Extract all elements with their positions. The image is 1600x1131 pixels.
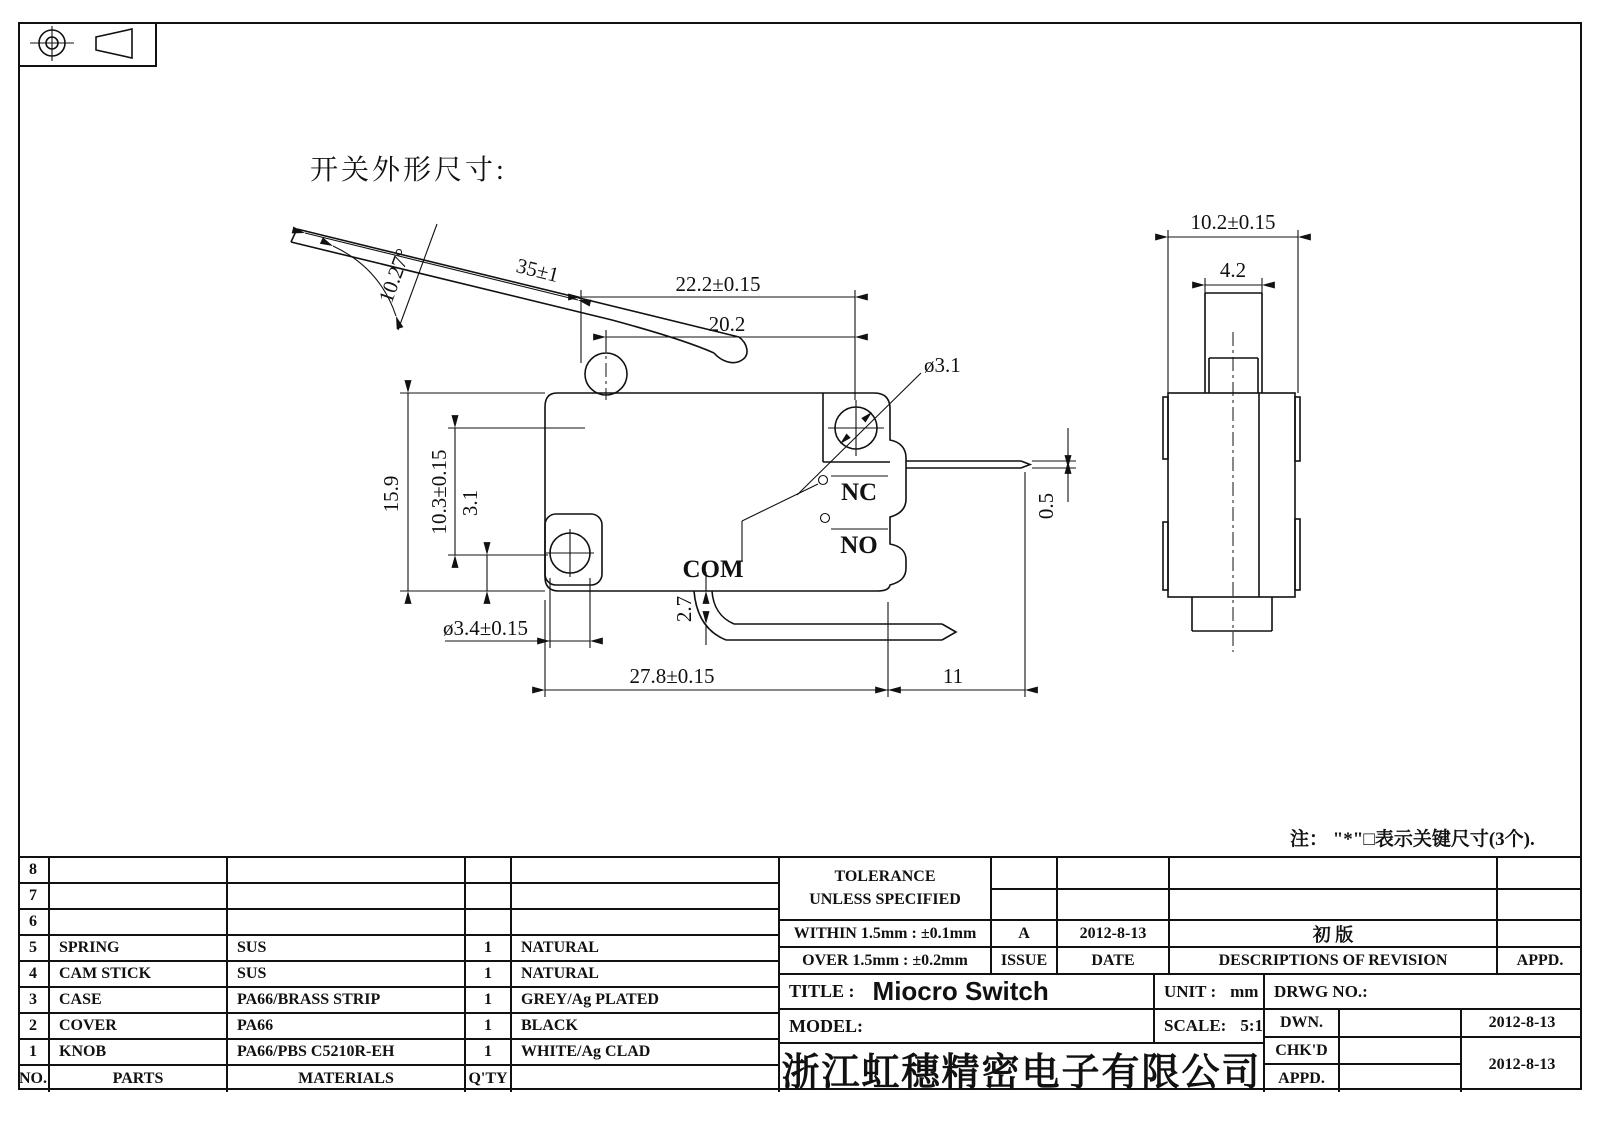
key-dimension-note: 注： "*"□表示关键尺寸(3个).	[1290, 829, 1535, 850]
tolerance-over: OVER 1.5mm : ±0.2mm	[780, 948, 992, 975]
tolerance-within: WITHIN 1.5mm : ±0.1mm	[780, 921, 992, 948]
parts-footer-qty: Q'TY	[466, 1066, 512, 1092]
parts-row-material: SUS	[228, 962, 466, 988]
chkd-date: 2012-8-13	[1488, 1056, 1556, 1073]
scale-label: SCALE:	[1164, 1016, 1227, 1035]
parts-row-finish: NATURAL	[512, 936, 780, 962]
revision-empty-cell	[1058, 890, 1170, 921]
revision-empty-cell	[992, 858, 1058, 890]
parts-row-material: PA66	[228, 1014, 466, 1040]
revision-date-value: 2012-8-13	[1058, 921, 1170, 948]
title-value: Miocro Switch	[872, 976, 1049, 1006]
dim-angle: 10.27°	[373, 245, 416, 306]
parts-row-name: SPRING	[50, 936, 228, 962]
com-label: COM	[682, 556, 744, 583]
parts-row-name: CAM STICK	[50, 962, 228, 988]
parts-row-qty	[466, 858, 512, 884]
dwn-signature	[1340, 1010, 1462, 1038]
parts-footer-parts: PARTS	[50, 1066, 228, 1092]
company-name: 浙江虹穗精密电子有限公司	[780, 1044, 1265, 1092]
dim-lever-length: 35±1	[513, 253, 562, 288]
appd-row-label: APPD.	[1265, 1065, 1340, 1092]
parts-row-qty: 1	[466, 988, 512, 1014]
parts-row-name: CASE	[50, 988, 228, 1014]
tolerance-header	[780, 858, 992, 921]
parts-row-finish: GREY/Ag PLATED	[512, 988, 780, 1014]
parts-row-finish: NATURAL	[512, 962, 780, 988]
dim-11: 11	[942, 664, 964, 688]
unit-value: mm	[1230, 981, 1259, 1001]
issue-label: ISSUE	[992, 948, 1058, 975]
descriptions-label: DESCRIPTIONS OF REVISION	[1170, 948, 1498, 975]
internal-circuit	[682, 476, 888, 584]
side-view	[1163, 210, 1300, 652]
revision-empty-cell	[992, 890, 1058, 921]
dim-side-width: 10.2±0.15	[1190, 210, 1276, 234]
tolerance-line1: TOLERANCE	[834, 868, 936, 886]
revision-empty-cell	[1498, 858, 1582, 890]
parts-row-name	[50, 858, 228, 884]
scale-cell	[1155, 1010, 1265, 1044]
parts-row-no: 1	[18, 1040, 50, 1066]
dim-22: 22.2±0.15	[675, 272, 761, 296]
title-block	[18, 856, 1582, 1092]
parts-row-no: 4	[18, 962, 50, 988]
parts-row-material	[228, 858, 466, 884]
tolerance-line2: UNLESS SPECIFIED	[809, 890, 961, 908]
parts-row-no: 8	[18, 858, 50, 884]
unit-cell	[1155, 975, 1265, 1010]
dim-top-hole: ø3.1	[924, 353, 961, 377]
parts-row-qty: 1	[466, 936, 512, 962]
dim-31: 3.1	[458, 489, 482, 517]
parts-row-name: COVER	[50, 1014, 228, 1040]
title-row	[780, 975, 1155, 1010]
dim-27: 2.7	[672, 595, 696, 623]
parts-footer-materials: MATERIALS	[228, 1066, 466, 1092]
revision-appd-value	[1498, 921, 1582, 948]
parts-footer-no: NO.	[18, 1066, 50, 1092]
dim-height: 15.9	[379, 475, 403, 513]
dim-103: 10.3±0.15	[427, 449, 451, 535]
dim-terminal-thickness: 0.5	[1034, 492, 1058, 520]
bottom-mounting-hole	[545, 514, 602, 585]
revision-empty-cell	[1058, 858, 1170, 890]
appd-signature	[1340, 1065, 1462, 1092]
parts-row-no: 5	[18, 936, 50, 962]
top-mounting-hole	[797, 373, 921, 495]
parts-row-finish: WHITE/Ag CLAD	[512, 1040, 780, 1066]
revision-issue-value: A	[992, 921, 1058, 948]
unit-label: UNIT :	[1164, 981, 1217, 1001]
parts-row-material: PA66/PBS C5210R-EH	[228, 1040, 466, 1066]
dim-278: 27.8±0.15	[629, 664, 715, 688]
nc-label: NC	[840, 479, 878, 506]
nc-terminal	[906, 461, 1030, 468]
drwg-no-cell: DRWG NO.:	[1265, 975, 1582, 1010]
section-title: 开关外形尺寸:	[310, 155, 507, 186]
parts-row-qty	[466, 884, 512, 910]
parts-row-qty: 1	[466, 1040, 512, 1066]
parts-row-no: 6	[18, 910, 50, 936]
dim-20: 20.2	[708, 312, 746, 336]
revision-empty-cell	[1498, 890, 1582, 921]
parts-row-finish	[512, 910, 780, 936]
parts-row-name	[50, 910, 228, 936]
parts-row-finish: BLACK	[512, 1014, 780, 1040]
appd-label: APPD.	[1498, 948, 1582, 975]
side-body	[1168, 393, 1295, 597]
parts-row-no: 3	[18, 988, 50, 1014]
chkd-label: CHK'D	[1265, 1038, 1340, 1065]
dwn-label: DWN.	[1265, 1010, 1340, 1038]
revision-empty-cell	[1170, 858, 1498, 890]
title-label: TITLE :	[789, 981, 855, 1001]
parts-row-no: 7	[18, 884, 50, 910]
parts-row-material: SUS	[228, 936, 466, 962]
com-terminal	[694, 591, 956, 640]
front-view	[291, 229, 1030, 640]
model-cell: MODEL:	[780, 1010, 1155, 1044]
parts-row-no: 2	[18, 1014, 50, 1040]
parts-row-name	[50, 884, 228, 910]
no-label: NO	[840, 532, 878, 559]
scale-value: 5:1	[1240, 1016, 1264, 1035]
dim-side-lever-width: 4.2	[1219, 258, 1247, 282]
parts-row-qty: 1	[466, 1014, 512, 1040]
parts-row-material	[228, 884, 466, 910]
parts-row-name: KNOB	[50, 1040, 228, 1066]
revision-empty-cell	[1170, 890, 1498, 921]
parts-row-finish	[512, 884, 780, 910]
parts-row-finish	[512, 858, 780, 884]
chkd-signature	[1340, 1038, 1462, 1065]
parts-row-qty	[466, 910, 512, 936]
dwn-date: 2012-8-13	[1462, 1010, 1582, 1038]
parts-row-material	[228, 910, 466, 936]
date-label: DATE	[1058, 948, 1170, 975]
dim-bottom-hole: ø3.4±0.15	[443, 616, 529, 640]
parts-row-qty: 1	[466, 962, 512, 988]
parts-footer-finish	[512, 1066, 780, 1092]
revision-description: 初 版	[1170, 921, 1498, 948]
parts-row-material: PA66/BRASS STRIP	[228, 988, 466, 1014]
